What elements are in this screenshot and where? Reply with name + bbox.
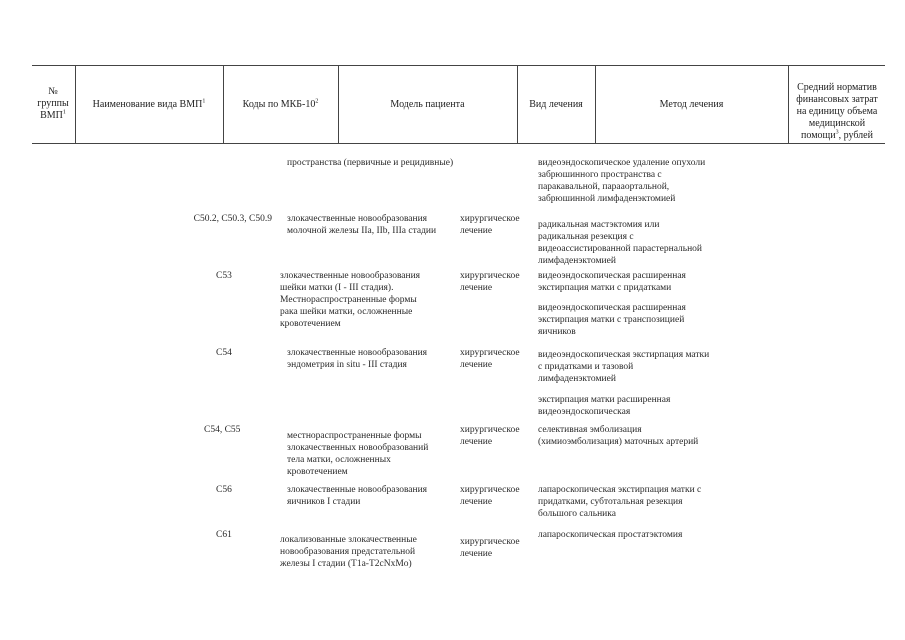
treatment-method-cell: видеоэндоскопическая расширенная экстирпация матки с придатками (538, 271, 686, 293)
treatment-type-cell: хирургическое лечение (460, 537, 520, 559)
treatment-type-cell: хирургическое лечение (460, 271, 520, 293)
treatment-method-cell: видеоэндоскопическая экстирпация матки с придатками и тазовой лимфаденэктомией (538, 350, 710, 384)
treatment-type-cell: хирургическое лечение (460, 485, 520, 507)
treatment-method-cell: селективная эмболизация (химиоэмболизация) маточных артерий (538, 425, 699, 447)
header-group-number: № группы ВМП$^1$ (37, 86, 69, 121)
patient-model-cell: злокачественные новообразования яичников I стадии (287, 485, 428, 507)
treatment-method-cell: лапароскопическая экстирпация матки с придатками, субтотальная резекция большого сальника (538, 485, 702, 519)
treatment-method-cell: лапароскопическая простатэктомия (538, 530, 683, 540)
patient-model-cell: злокачественные новообразования шейки матки (I - III стадия). Местнораспространенные формы рака шейки матки, осложненные кровотечением (280, 271, 421, 329)
table-header-bottom-rule (32, 143, 885, 144)
icd-code-cell: C61 (216, 530, 232, 540)
treatment-type-cell: хирургическое лечение (460, 214, 520, 236)
table-header-top-rule (32, 65, 885, 66)
treatment-method-cell: экстирпация матки расширенная видеоэндоскопическая (538, 395, 671, 417)
patient-model-cell: злокачественные новообразования эндометрия in situ - III стадия (287, 348, 428, 370)
patient-model-cell: местнораспространенные формы злокачественных новообразований тела матки, осложненных кровотечением (287, 431, 429, 477)
icd-code-cell: C54, C55 (204, 425, 241, 435)
header-icd-codes: Коды по МКБ-$10^2$ (242, 98, 319, 110)
treatment-type-cell: хирургическое лечение (460, 348, 520, 370)
header-patient-model: Модель пациента (390, 99, 465, 110)
patient-model-cell: пространства (первичные и рецидивные) (287, 158, 454, 168)
treatment-method-cell: радикальная мастэктомия или радикальная резекция с видеоассистированной парастернальной лимфаденэктомией (538, 220, 702, 266)
icd-code-cell: C53 (216, 271, 232, 281)
header-treatment-type: Вид лечения (529, 99, 583, 110)
treatment-method-cell: видеоэндоскопическая расширенная экстирпация матки с транспозицией яичников (538, 303, 686, 337)
header-vmp-name: Наименование вида ВМП$^1$ (92, 98, 206, 110)
header-average-cost: Средний норматив финансовых затрат на единицу объема медицинской помощи$^3$, рублей (796, 82, 878, 141)
header-treatment-method: Метод лечения (659, 99, 724, 110)
treatment-method-cell: видеоэндоскопическое удаление опухоли забрюшинного пространства с паракавальной, парааортальной, забрюшинной лимфаденэктомией (538, 158, 706, 204)
icd-code-cell: C56 (216, 485, 232, 495)
treatment-type-cell: хирургическое лечение (460, 425, 520, 447)
icd-code-cell: C54 (216, 348, 232, 358)
patient-model-cell: локализованные злокачественные новообразования предстательной железы I стадии (T1a-T2cNxMo) (280, 535, 417, 569)
icd-code-cell: C50.2, C50.3, C50.9 (193, 214, 272, 224)
patient-model-cell: злокачественные новообразования молочной железы IIa, IIb, IIIa стадии (287, 214, 437, 236)
